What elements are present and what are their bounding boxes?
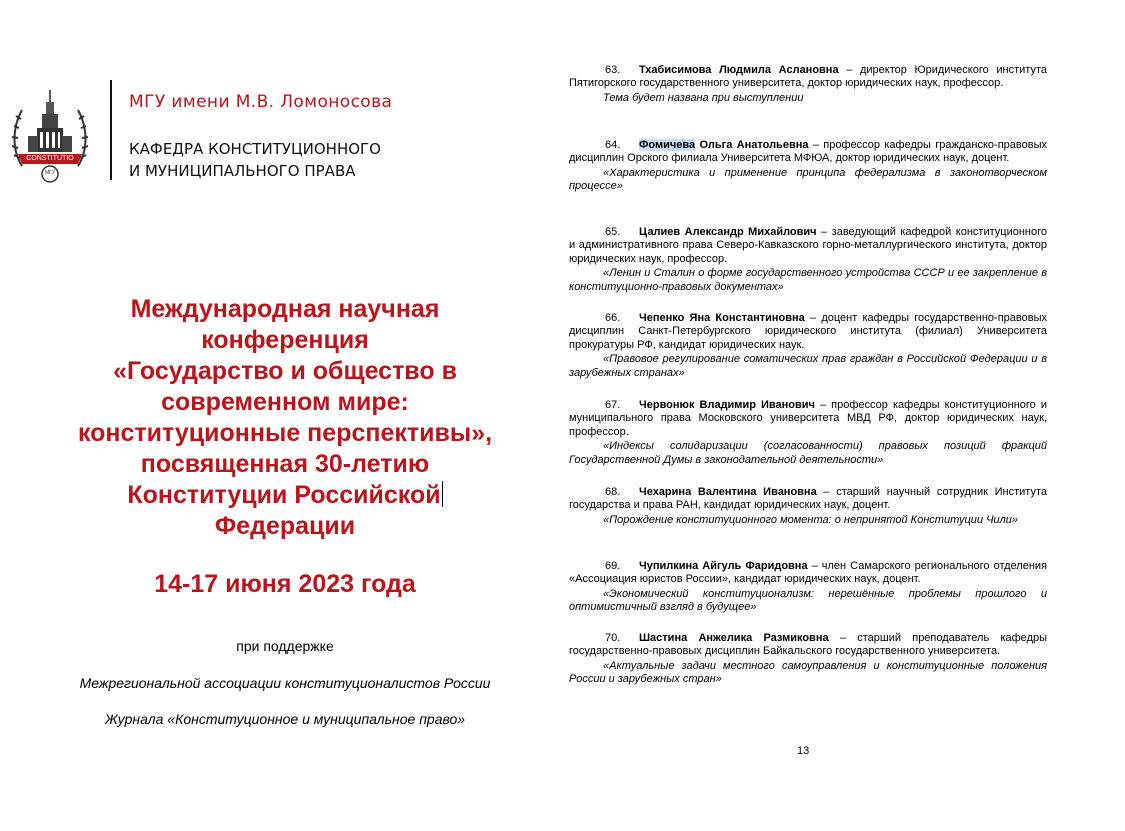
participant-description: – профессор кафедры конституционного и муниципального права Московского университета МВД РФ, доктор юридических наук, профессор. — [569, 399, 1047, 438]
participant-entry — [569, 64, 1047, 105]
participant-header — [569, 560, 1047, 587]
participant-name: Ольга Анатольевна — [695, 139, 809, 151]
page-number: 13 — [797, 745, 810, 757]
participant-entry — [569, 632, 1047, 687]
participant-header — [569, 399, 1047, 439]
participant-description: – член Самарского регионального отделения «Ассоциация юристов России», кандидат юридических наук, доцент. — [569, 560, 1048, 586]
participant-entry — [569, 560, 1047, 615]
department-line-2: И МУНИЦИПАЛЬНОГО ПРАВА — [129, 162, 356, 180]
talk-topic: «Правовое регулирование соматических прав граждан в Российской Федерации и в зарубежных странах» — [569, 353, 1047, 379]
talk-topic: «Актуальные задачи местного самоуправления и конституционные положения России и зарубежных стран» — [569, 659, 1047, 686]
talk-topic: «Характеристика и применение принципа федерализма в законотворческом процессе» — [569, 166, 1047, 193]
participant-description: – профессор кафедры гражданско-правовых дисциплин Орского филиала Университета МФЮА, доктор юридических наук, доцент. — [569, 139, 1047, 165]
participant-name: Цалиев Александр Михайлович — [639, 226, 817, 238]
department-line-1: КАФЕДРА КОНСТИТУЦИОННОГО — [129, 140, 381, 158]
sponsor-association: Межрегиональной ассоциации конституционалистов России — [79, 675, 491, 691]
participant-header — [569, 632, 1047, 659]
entry-number: 68. — [605, 486, 621, 498]
participant-entry — [569, 312, 1047, 380]
participant-entry — [569, 226, 1047, 294]
participant-description: – старший преподаватель кафедры государственно-правовых дисциплин Байкальского государственного университета. — [569, 632, 1048, 658]
sponsor-journal: Журнала «Конституционное и муниципальное право» — [104, 711, 466, 727]
conference-title-line: Федерации — [214, 512, 356, 540]
talk-topic: «Порождение конституционного момента: о непринятой Конституции Чили» — [603, 513, 1019, 526]
conference-title-line: «Государство и общество в — [113, 357, 457, 385]
participant-name: Чупилкина Айгуль Фаридовна — [639, 560, 808, 572]
participant-name: Тхабисимова Людмила Аслановна — [639, 64, 839, 76]
support-label: при поддержке — [236, 638, 334, 654]
talk-topic: «Индексы солидаризации (согласованности) правовых позиций фракций Государственной Думы в законодательной деятельности» — [569, 440, 1047, 466]
participant-entry — [569, 139, 1047, 194]
conference-title-line: Международная научная — [130, 295, 440, 323]
conference-title-line: конференция — [201, 326, 369, 354]
conference-title-line: современном мире: — [161, 388, 409, 416]
participant-name: Чепенко Яна Константиновна — [639, 312, 805, 324]
department-name — [129, 138, 381, 182]
participant-header — [569, 226, 1047, 266]
entry-number: 64. — [605, 139, 621, 151]
participant-entry — [569, 486, 1047, 527]
logo-caption: МГУ — [44, 170, 56, 176]
participant-description: – доцент кафедры государственно-правовых дисциплин Санкт-Петербургского юридического института (филиал) Университета прокуратуры РФ, кандидат юридических наук. — [569, 312, 1047, 351]
conference-title — [40, 294, 530, 542]
entry-number: 65. — [605, 226, 621, 238]
conference-dates: 14-17 июня 2023 года — [154, 570, 416, 598]
talk-topic: «Экономический конституционализм: нерешённые проблемы прошлого и оптимистичный взгляд в будущее» — [569, 587, 1047, 614]
conference-title-line: посвященная 30-летию — [140, 450, 430, 478]
entry-number: 69. — [605, 560, 621, 572]
participant-header — [569, 486, 1047, 513]
talk-topic: «Ленин и Сталин о форме государственного устройства СССР и ее закрепление в конституционно-правовых документах» — [569, 267, 1047, 293]
participant-header — [569, 312, 1047, 352]
participant-name: Шастина Анжелика Размиковна — [639, 632, 829, 644]
participant-entry — [569, 399, 1047, 467]
participant-description: – директор Юридического института Пятигорского государственного университета, доктор юридических наук, профессор. — [569, 64, 1047, 90]
text-cursor — [442, 481, 443, 507]
entry-number: 66. — [605, 312, 621, 324]
participant-name: Червонюк Владимир Иванович — [639, 399, 815, 411]
highlighted-surname[interactable]: Фомичева — [639, 139, 696, 151]
logo-banner-text: CONSTITUTIO — [26, 155, 74, 162]
talk-topic: Тема будет названа при выступлении — [603, 91, 804, 104]
entry-number: 67. — [605, 399, 621, 411]
entry-number: 70. — [605, 632, 621, 644]
entry-number: 63. — [605, 64, 621, 76]
header-divider — [110, 80, 112, 180]
participant-header — [569, 139, 1047, 166]
conference-title-line — [40, 480, 530, 511]
participant-description: – заведующий кафедрой конституционного и административного права Северо-Кавказского горно-металлургического института, доктор юридических наук, профессор. — [569, 226, 1047, 265]
participant-name: Чехарина Валентина Ивановна — [639, 486, 817, 498]
university-name: МГУ имени М.В. Ломоносова — [129, 92, 393, 112]
conference-title-text: Конституции Российской — [127, 481, 441, 509]
conference-title-line: конституционные перспективы», — [77, 419, 493, 447]
participant-header — [569, 64, 1047, 91]
participant-description: – старший научный сотрудник Института государства и права РАН, кандидат юридических наук, доцент. — [569, 486, 1048, 512]
msu-logo — [10, 88, 90, 186]
